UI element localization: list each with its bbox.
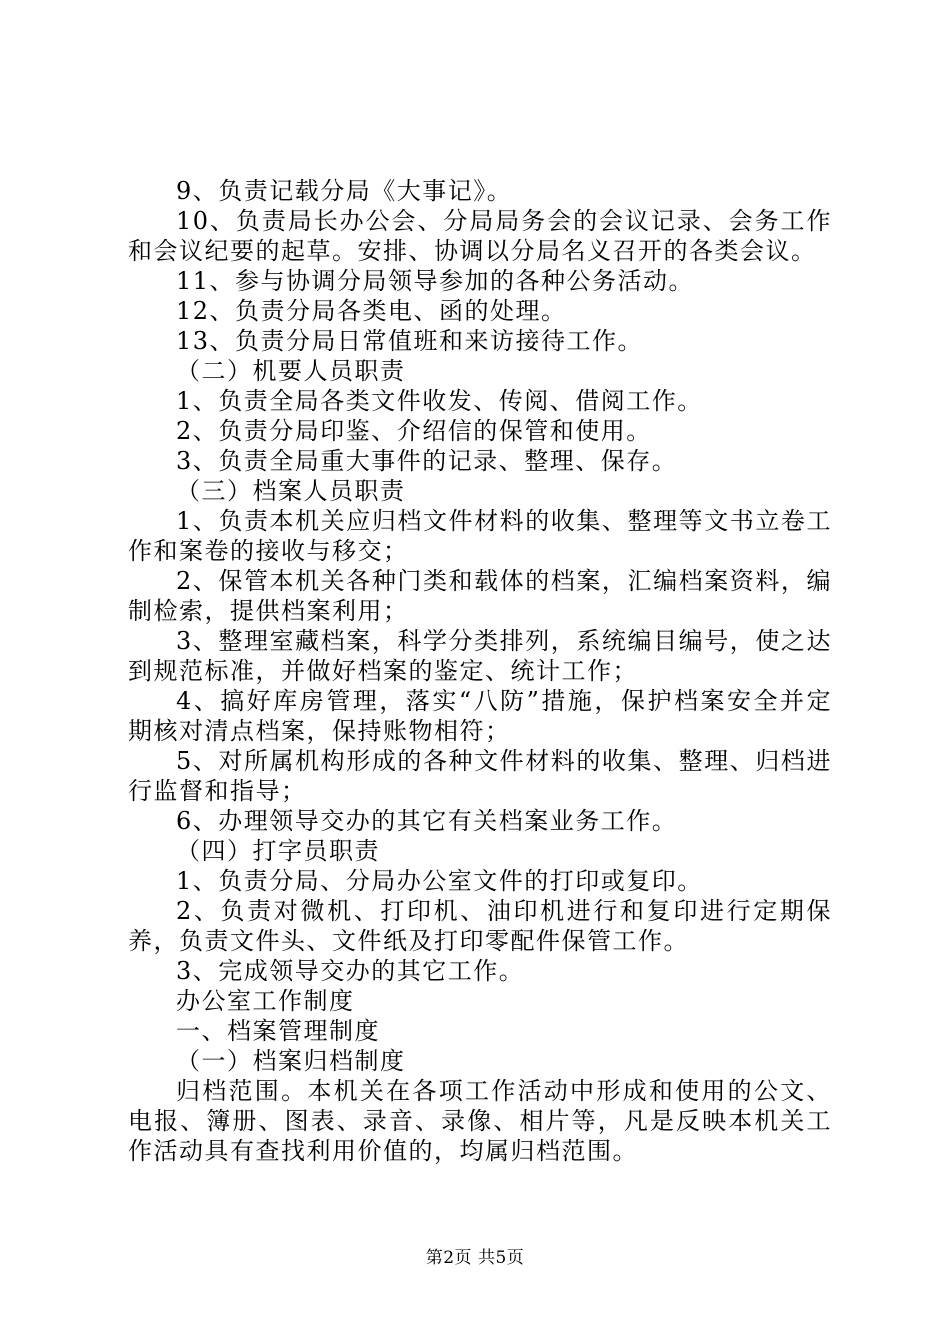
paragraph: 3、负责全局重大事件的记录、整理、保存。 [176, 447, 678, 475]
paragraph: 11、参与协调分局领导参加的各种公务活动。 [176, 267, 695, 295]
paragraph: 9、负责记载分局《大事记》。 [176, 177, 513, 205]
paragraph: 2、保管本机关各种门类和载体的档案，汇编档案资料，编制检索，提供档案利用； [128, 567, 832, 625]
document-body [128, 176, 832, 1166]
paragraph: 3、完成领导交办的其它工作。 [176, 957, 525, 985]
paragraph: 2、负责分局印鉴、介绍信的保管和使用。 [176, 417, 652, 445]
section-heading: （二）机要人员职责 [176, 357, 406, 385]
paragraph: 13、负责分局日常值班和来访接待工作。 [176, 327, 644, 355]
section-heading: （四）打字员职责 [176, 837, 380, 865]
paragraph: 1、负责全局各类文件收发、传阅、借阅工作。 [176, 387, 703, 415]
paragraph: 5、对所属机构形成的各种文件材料的收集、整理、归档进行监督和指导； [128, 747, 832, 805]
paragraph: 10、负责局长办公会、分局局务会的会议记录、会务工作和会议纪要的起草。安排、协调以分局名义召开的各类会议。 [128, 207, 832, 265]
paragraph: 6、办理领导交办的其它有关档案业务工作。 [176, 807, 678, 835]
section-heading: （一）档案归档制度 [176, 1047, 406, 1075]
page-number-footer: 第2页 共5页 [425, 1248, 525, 1268]
paragraph: 1、负责本机关应归档文件材料的收集、整理等文书立卷工作和案卷的接收与移交； [128, 507, 832, 565]
paragraph: 12、负责分局各类电、函的处理。 [176, 297, 567, 325]
paragraph: 1、负责分局、分局办公室文件的打印或复印。 [176, 867, 703, 895]
section-heading: 一、档案管理制度 [176, 1017, 380, 1045]
paragraph: 归档范围。本机关在各项工作活动中形成和使用的公文、电报、簿册、图表、录音、录像、相片等，凡是反映本机关工作活动具有查找利用价值的，均属归档范围。 [128, 1077, 832, 1165]
section-heading: 办公室工作制度 [176, 987, 355, 1015]
paragraph: 3、整理室藏档案，科学分类排列，系统编目编号，使之达到规范标准，并做好档案的鉴定、统计工作； [128, 627, 832, 685]
section-heading: （三）档案人员职责 [176, 477, 406, 505]
paragraph: 2、负责对微机、打印机、油印机进行和复印进行定期保养，负责文件头、文件纸及打印零配件保管工作。 [128, 897, 832, 955]
paragraph: 4、搞好库房管理，落实“八防”措施，保护档案安全并定期核对清点档案，保持账物相符； [128, 687, 832, 745]
